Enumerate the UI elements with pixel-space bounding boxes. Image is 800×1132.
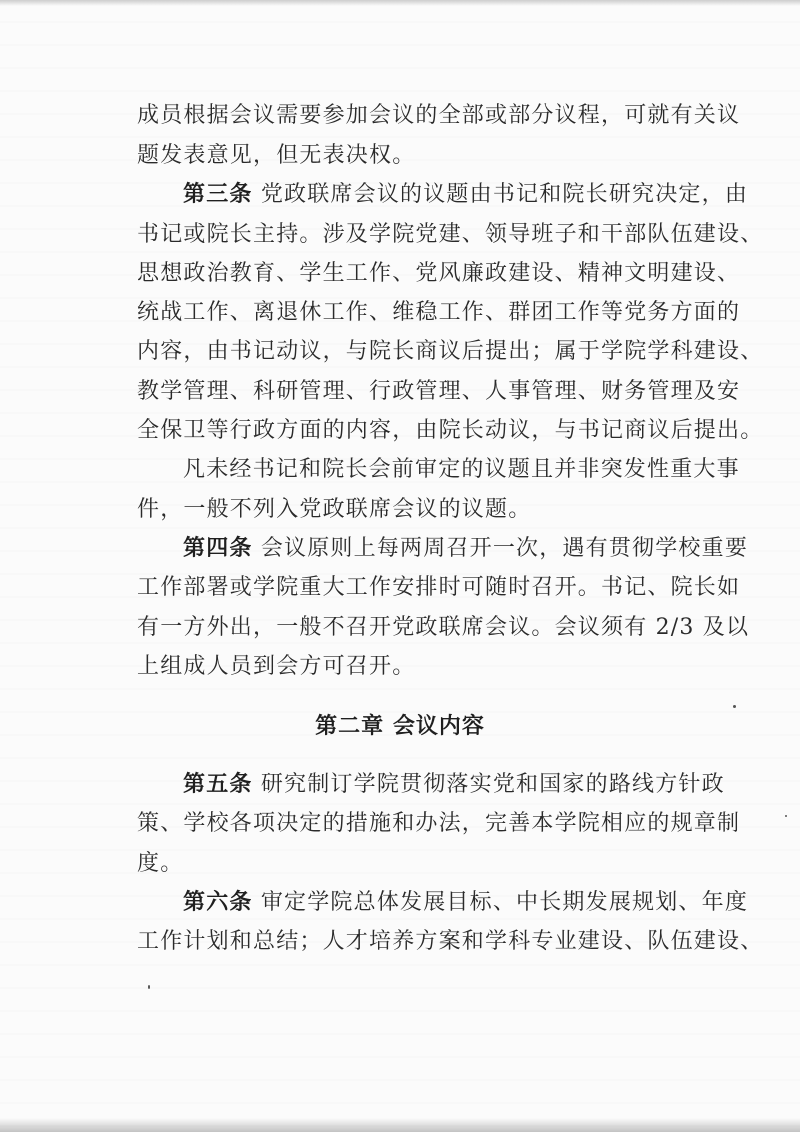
article-4-label: 第四条 xyxy=(183,536,253,561)
text-line: 书记或院长主持。涉及学院党建、领导班子和干部队伍建设、 xyxy=(137,222,764,247)
text-line: 思想政治教育、学生工作、党风廉政建设、精神文明建设、 xyxy=(137,261,741,286)
text-line: 党政联席会议的议题由书记和院长研究决定，由 xyxy=(260,182,749,207)
scan-speck xyxy=(148,985,150,989)
text-line: 工作部署或学院重大工作安排时可随时召开。书记、院长如 xyxy=(137,575,741,600)
scan-speck xyxy=(785,815,787,817)
text-line: 件，一般不列入党政联席会议的议题。 xyxy=(137,497,532,522)
article-5-first-line xyxy=(183,770,725,800)
article-6-first-line xyxy=(183,888,748,918)
text-line: 全保卫等行政方面的内容，由院长动议，与书记商议后提出。 xyxy=(137,418,764,443)
text-line: 统战工作、离退休工作、维稳工作、群团工作等党务方面的 xyxy=(137,300,741,325)
text-line: 题发表意见，但无表决权。 xyxy=(137,143,416,168)
text-line: 教学管理、科研管理、行政管理、人事管理、财务管理及安 xyxy=(137,379,741,404)
text-line: 策、学校各项决定的措施和办法，完善本学院相应的规章制 xyxy=(137,811,741,836)
chapter-heading: 第二章 会议内容 xyxy=(315,714,485,739)
text-line: 成员根据会议需要参加会议的全部或部分议程，可就有关议 xyxy=(137,103,741,128)
text-line: 审定学院总体发展目标、中长期发展规划、年度 xyxy=(260,890,749,915)
top-scan-shadow xyxy=(0,0,800,6)
text-line: 内容，由书记动议，与院长商议后提出；属于学院学科建设、 xyxy=(137,339,764,364)
scan-speck xyxy=(733,705,736,708)
text-line: 研究制订学院贯彻落实党和国家的路线方针政 xyxy=(260,772,725,797)
article-5-label: 第五条 xyxy=(183,772,253,797)
text-line: 会议原则上每两周召开一次，遇有贯彻学校重要 xyxy=(260,536,749,561)
bottom-scan-shadow xyxy=(0,1118,800,1132)
text-line: 上组成人员到会方可召开。 xyxy=(137,654,416,679)
text-line: 度。 xyxy=(137,851,184,876)
article-3-first-line xyxy=(183,180,748,210)
article-4-first-line xyxy=(183,534,748,564)
text-line: 凡未经书记和院长会前审定的议题且并非突发性重大事 xyxy=(183,457,740,482)
article-3-label: 第三条 xyxy=(183,182,253,207)
article-6-label: 第六条 xyxy=(183,890,253,915)
text-line: 工作计划和总结；人才培养方案和学科专业建设、队伍建设、 xyxy=(137,929,764,954)
text-line: 有一方外出，一般不召开党政联席会议。会议须有 2/3 及以 xyxy=(137,615,750,640)
